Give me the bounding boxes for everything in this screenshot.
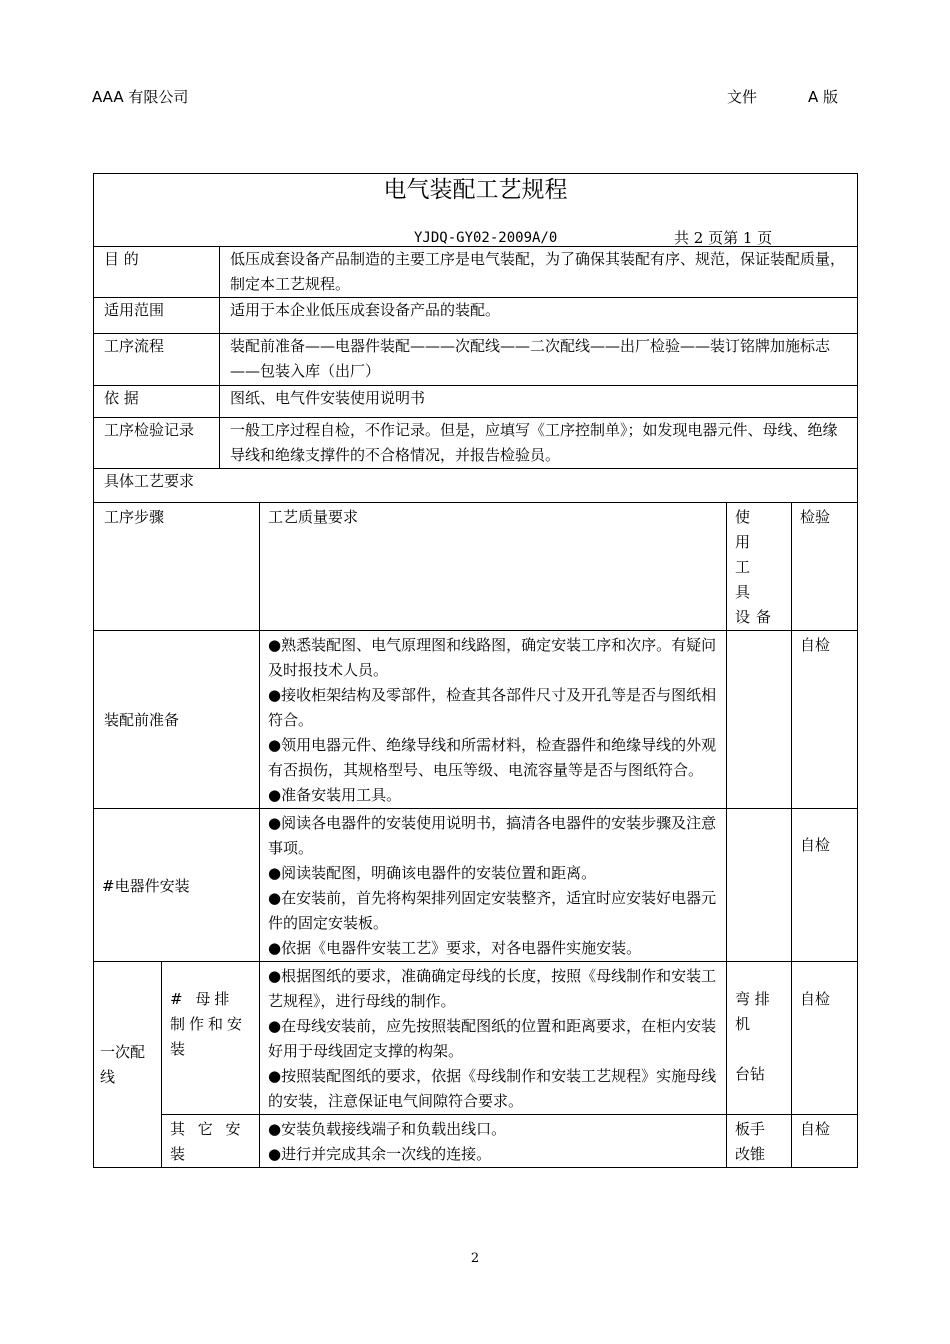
info-label: 依 据 — [94, 386, 220, 418]
company-name: AAA 有限公司 — [92, 88, 189, 106]
step-check — [792, 809, 858, 962]
step-name: #电器件安装 — [94, 809, 260, 962]
col-header-tools: 使 用 工 具 设备 — [727, 503, 792, 631]
info-value: 适用于本企业低压成套设备产品的装配。 — [220, 298, 858, 334]
step-quality — [260, 1115, 727, 1168]
substep-name: # 母排制作和安装 — [162, 962, 260, 1115]
doc-code: YJDQ-GY02-2009A/0 — [414, 230, 558, 246]
section-title: 具体工艺要求 — [94, 469, 858, 503]
step-name: 一次配线 — [94, 962, 162, 1168]
col-header-check: 检验 — [792, 503, 858, 631]
col-header-quality: 工艺质量要求 — [260, 503, 727, 631]
quality-item: ●熟悉装配图、电气原理图和线路图，确定安装工序和次序。有疑问及时报技术人员。 — [268, 636, 717, 679]
quality-item: ●安装负载接线端子和负载出线口。 — [268, 1120, 507, 1138]
step-tools — [727, 809, 792, 962]
step-check — [792, 962, 858, 1115]
tool-item: 台钻 — [735, 1065, 766, 1083]
doc-title: 电气装配工艺规程 — [383, 177, 568, 203]
step-quality — [260, 809, 727, 962]
info-label: 目 的 — [94, 247, 220, 298]
quality-item: ●接收柜架结构及零部件，检查其各部件尺寸及开孔等是否与图纸相符合。 — [268, 686, 717, 729]
step-quality — [260, 631, 727, 809]
quality-item: ●在母线安装前，应先按照装配图纸的位置和距离要求，在柜内安装好用于母线固定支撑的构架。 — [268, 1017, 717, 1060]
info-value: 一般工序过程自检，不作记录。但是，应填写《工序控制单》；如发现电器元件、母线、绝缘导线和绝缘支撑件的不合格情况，并报告检验员。 — [220, 418, 858, 469]
quality-item: ●在安装前，首先将构架排列固定安装整齐，适宜时应安装好电器元件的固定安装板。 — [268, 889, 717, 932]
title-cell — [94, 174, 858, 247]
step-quality — [260, 962, 727, 1115]
info-label: 适用范围 — [94, 298, 220, 334]
check-value: 自检 — [800, 990, 831, 1008]
quality-item: ●阅读装配图，明确该电器件的安装位置和距离。 — [268, 864, 597, 882]
page-count: 共 2 页第 1 页 — [674, 229, 773, 247]
step-check: 自检 — [792, 631, 858, 809]
info-label: 工序流程 — [94, 334, 220, 386]
info-label: 工序检验记录 — [94, 418, 220, 469]
quality-item: ●按照装配图纸的要求，依据《母线制作和安装工艺规程》实施母线的安装，注意保证电气间隙符合要求。 — [268, 1067, 717, 1110]
step-tools — [727, 962, 792, 1115]
info-value: 低压成套设备产品制造的主要工序是电气装配，为了确保其装配有序、规范，保证装配质量，制定本工艺规程。 — [220, 247, 858, 298]
procedure-table — [93, 173, 857, 1168]
page-number: 2 — [470, 1251, 480, 1266]
step-check: 自检 — [792, 1115, 858, 1168]
step-name: 装配前准备 — [94, 631, 260, 809]
quality-item: ●领用电器元件、绝缘导线和所需材料，检查器件和绝缘导线的外观有否损伤，其规格型号、电压等级、电流容量等是否与图纸符合。 — [268, 736, 717, 779]
quality-item: ●进行并完成其余一次线的连接。 — [268, 1145, 492, 1163]
doc-label: 文件 — [727, 88, 758, 106]
check-value: 自检 — [800, 836, 831, 854]
quality-item: ●依据《电器件安装工艺》要求，对各电器件实施安装。 — [268, 939, 642, 957]
substep-name: 其 它 安装 — [162, 1115, 260, 1168]
info-value: 装配前准备——电器件装配———次配线——二次配线——出厂检验——装订铭牌加施标志——包装入库（出厂） — [220, 334, 858, 386]
version-label: A 版 — [808, 88, 839, 106]
col-header-step: 工序步骤 — [94, 503, 260, 631]
tool-item: 弯 排 机 — [735, 990, 770, 1033]
step-tools: 板手 改锥 — [727, 1115, 792, 1168]
quality-item: ●准备安装用工具。 — [268, 786, 402, 804]
step-tools — [727, 631, 792, 809]
quality-item: ●根据图纸的要求，准确确定母线的长度，按照《母线制作和安装工艺规程》，进行母线的制作。 — [268, 967, 717, 1010]
quality-item: ●阅读各电器件的安装使用说明书，搞清各电器件的安装步骤及注意事项。 — [268, 814, 717, 857]
info-value: 图纸、电气件安装使用说明书 — [220, 386, 858, 418]
